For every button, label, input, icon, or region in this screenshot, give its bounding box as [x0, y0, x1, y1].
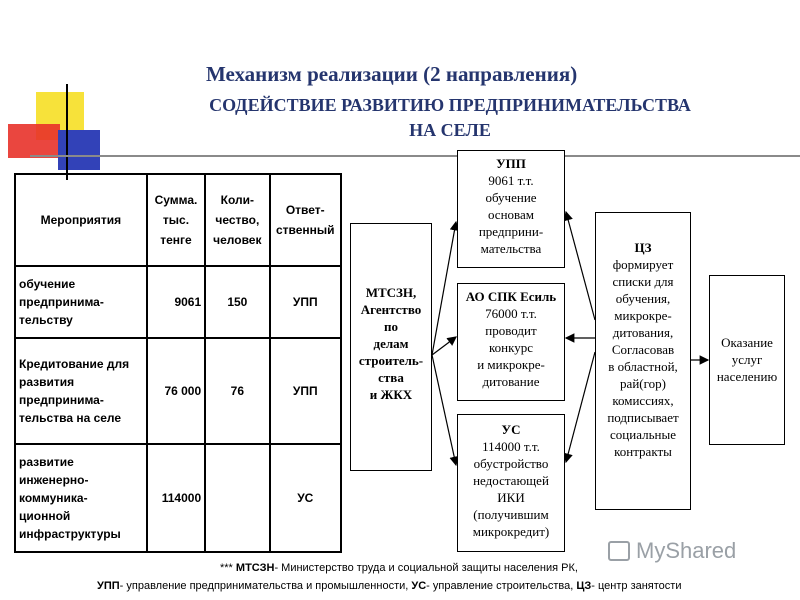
header-measures: Мероприятия: [15, 174, 147, 266]
row-qty: 150: [205, 266, 269, 338]
cz-title: ЦЗ: [634, 240, 652, 255]
row-resp: УПП: [270, 266, 341, 338]
upp-box: УПП 9061 т.т. обучение основам предприни- мательства: [457, 150, 565, 268]
ao-title: АО СПК Есиль: [465, 289, 557, 304]
row-measure: обучение предпринима- тельству: [15, 266, 147, 338]
footnote-line-1: *** МТСЗН- Министерство труда и социальной защиты населения РК,: [220, 562, 578, 574]
arrow-to-us: [432, 355, 456, 465]
header-sum: Сумма. тыс. тенге: [147, 174, 205, 266]
us-box: УС 114000 т.т. обустройство недостающей ИКИ (получившим микрокредит): [457, 414, 565, 552]
upp-title: УПП: [496, 156, 526, 171]
watermark: MyShared: [608, 538, 736, 564]
footnote-line-2: УПП- управление предпринимательства и промышленности, УС- управление строительства, ЦЗ- центр занятости: [97, 580, 682, 592]
arrow-to-upp: [432, 222, 456, 355]
header-qty: Коли- чество, человек: [205, 174, 269, 266]
arrow-cz-to-us: [566, 352, 595, 462]
row-sum: 9061: [147, 266, 205, 338]
mtszn-box: МТСЗН, Агентство по делам строитель- ства и ЖКХ: [350, 223, 432, 471]
row-measure: развитие инженерно- коммуника- ционной инфраструктуры: [15, 444, 147, 552]
page-subtitle: СОДЕЙСТВИЕ РАЗВИТИЮ ПРЕДПРИНИМАТЕЛЬСТВА НА СЕЛЕ: [209, 95, 691, 140]
cz-box: ЦЗ формирует списки для обучения, микрокре- дитования, Согласовав в областной, рай(гор) комиссиях, подписывает социальные контракты: [595, 212, 691, 510]
service-box: Оказание услуг населению: [709, 275, 785, 445]
row-qty: 76: [205, 338, 269, 444]
row-measure: Кредитование для развития предпринима- тельства на селе: [15, 338, 147, 444]
us-title: УС: [501, 422, 521, 437]
row-resp: УПП: [270, 338, 341, 444]
arrow-to-ao: [432, 337, 456, 355]
page-title: Механизм реализации (2 направления): [206, 62, 578, 86]
row-sum: 114000: [147, 444, 205, 552]
row-sum: 76 000: [147, 338, 205, 444]
row-resp: УС: [270, 444, 341, 552]
watermark-icon: [608, 541, 630, 561]
arrow-cz-to-upp: [566, 212, 595, 320]
header-resp: Ответ- ственный: [270, 174, 341, 266]
ao-spk-box: АО СПК Есиль 76000 т.т. проводит конкурс и микрокре- дитование: [457, 283, 565, 401]
